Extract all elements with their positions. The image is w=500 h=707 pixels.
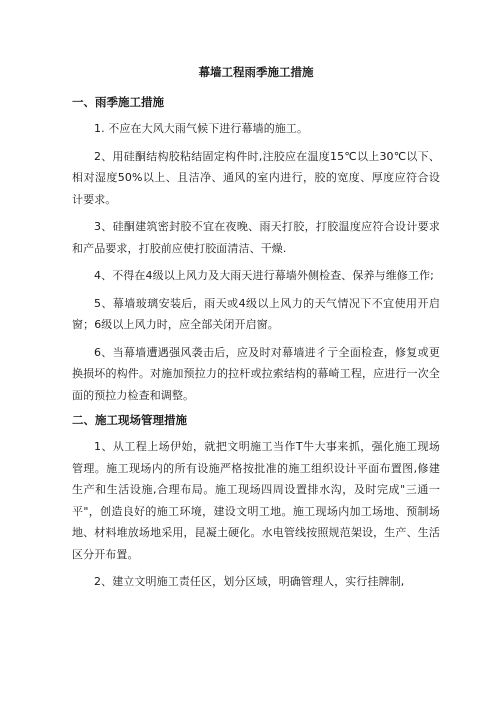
paragraph-2: 2、用硅酮结构胶粘结固定构件时,注胶应在温度15℃以上30℃以下、相对湿度50%以上、且洁净、通风的室内进行，胶的宽度、厚度应符合设计要求。: [72, 149, 440, 206]
paragraph-7: 1、从工程上场伊始，就把文明施工当作T牛大事来抓，强化施工现场管理。施工现场内的所有设施严格按批准的施工组织设计平面布置图,修建生产和生活设施,合理布局。施工现场四周设置排水沟，及时完成"三通一平"，创造良好的施工环境，建设文明工地。施工现场内加工场地、预制场地、材料堆放场地采用，昆凝土硬化。水电管线按照规范架设，生产、生活区分开布置。: [72, 440, 440, 561]
paragraph-5: 5、幕墙玻璃安装后，雨天或4级以上风力的天气情况下不宜使用开启窗；6级以上风力时，应全部关闭开启窗。: [72, 296, 440, 331]
paragraph-3: 3、硅酮建筑密封胶不宜在夜晚、雨天打胶，打胶温度应符合设计要求和产品要求，打胶前应使打胶面清洁、干燥.: [72, 220, 440, 255]
paragraph-6: 6、当幕墙遭遇强风袭击后，应及时对幕墙进彳亍全面检查，修复或更换损坏的构件。对施加预拉力的拉杆或拉索结构的幕崎工程，应进行一次全面的预拉力检查和调整。: [72, 345, 440, 402]
paragraph-8: 2、建立文明施工责任区，划分区域，明确管理人，实行挂牌制,: [94, 575, 405, 588]
section-heading-site-management: 二、施工现场管理措施: [72, 413, 187, 427]
document-title: 幕墙工程雨季施工措施: [198, 65, 314, 79]
paragraph-4: 4、不得在4级以上风力及大雨天进行幕墙外侧检查、保养与维修工作;: [94, 269, 434, 282]
paragraph-1: 1. 不应在大风大雨气候下进行幕墙的施工。: [94, 122, 309, 135]
section-heading-rainy-season: 一、雨季施工措施: [72, 95, 164, 109]
